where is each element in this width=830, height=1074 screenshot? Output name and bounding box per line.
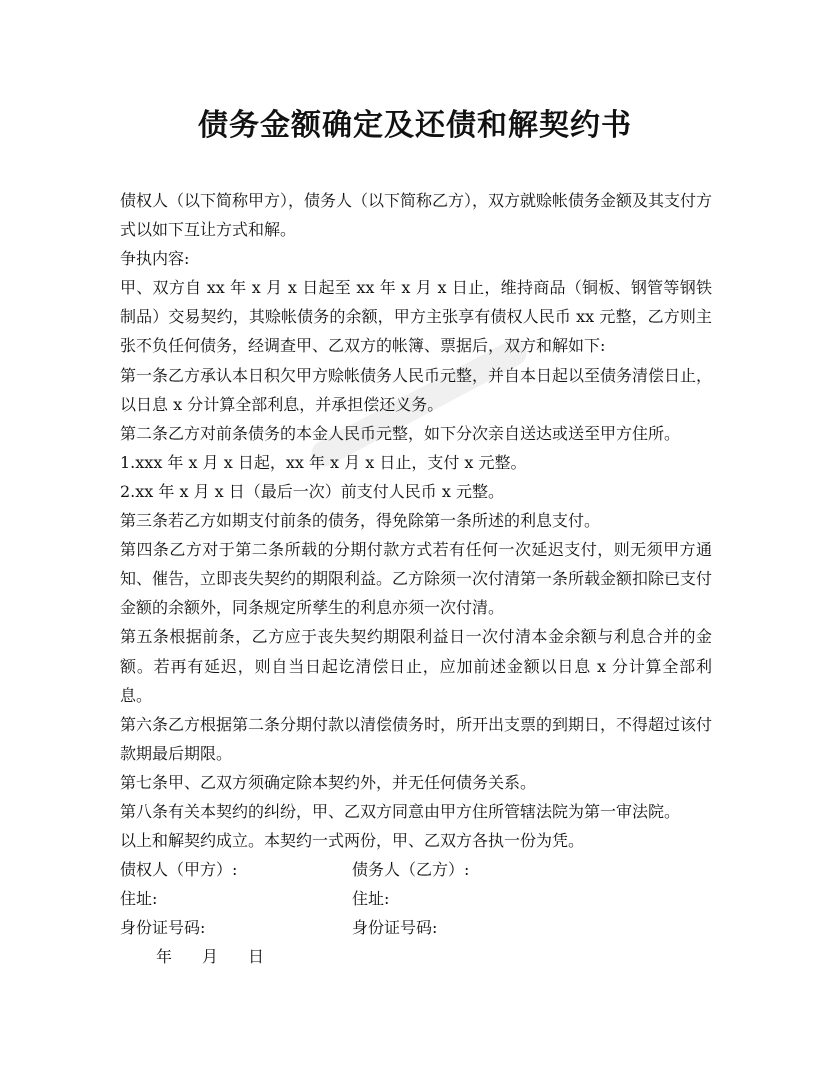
paragraph-intro: 债权人（以下简称甲方），债务人（以下简称乙方），双方就赊帐债务金额及其支付方式以如下互让方式和解。 [120, 191, 713, 240]
signature-row-id [120, 913, 712, 942]
signature-date [120, 942, 712, 971]
date-month: 月 [202, 947, 219, 967]
paragraph-dispute-heading: 争执内容: [120, 249, 190, 269]
clause-1: 第一条乙方承认本日积欠甲方赊帐债务人民币元整，并自本日起以至债务清偿日止，以日息 x 分计算全部利息，并承担偿还义务。 [120, 365, 713, 414]
debtor-address-label: 住址: [352, 889, 390, 909]
debtor-label: 债务人（乙方）: [352, 860, 470, 879]
clause-7: 第七条甲、乙双方须确定除本契约外，并无任何债务关系。 [120, 772, 537, 792]
document-body [120, 186, 712, 855]
clause-3: 第三条若乙方如期支付前条的债务，得免除第一条所述的利息支付。 [120, 511, 601, 531]
clause-8: 第八条有关本契约的纠纷，甲、乙双方同意由甲方住所管辖法院为第一审法院。 [120, 801, 681, 821]
date-gap-1 [172, 942, 202, 971]
clause-6: 第六条乙方根据第二条分期付款以清偿债务时，所开出支票的到期日，不得超过该付款期最后期限。 [120, 714, 713, 763]
clause-2: 第二条乙方对前条债务的本金人民币元整，如下分次亲自送达或送至甲方住所。 [120, 423, 681, 443]
date-gap-2 [218, 942, 248, 971]
creditor-id-label: 身份证号码: [120, 918, 206, 938]
clause-2-item-1: 1.xxx 年 x 月 x 日起，xx 年 x 月 x 日止，支付 x 元整。 [120, 452, 527, 472]
creditor-address-label: 住址: [120, 889, 158, 909]
signature-row-party [120, 855, 712, 884]
clause-5: 第五条根据前条，乙方应于丧失契约期限利益日一次付清本金余额与利息合并的金额。若再有延迟，则自当日起讫清偿日止，应加前述金额以日息 x 分计算全部利息。 [120, 627, 712, 705]
creditor-label: 债权人（甲方）: [120, 860, 238, 879]
paragraph-dispute-content: 甲、双方自 xx 年 x 月 x 日起至 xx 年 x 月 x 日止，维持商品（铜板、钢管等钢铁制品）交易契约，其赊帐债务的余额，甲方主张享有债权人民币 xx 元整，乙方则主张不负任何债务，经调查甲、乙双方的帐簿、票据后，双方和解如下: [120, 278, 712, 356]
paragraph-conclusion: 以上和解契约成立。本契约一式两份，甲、乙双方各执一份为凭。 [120, 831, 585, 851]
date-year: 年 [156, 947, 173, 967]
clause-2-item-2: 2.xx 年 x 月 x 日（最后一次）前支付人民币 x 元整。 [120, 481, 504, 501]
date-day: 日 [248, 947, 265, 967]
signature-row-address [120, 884, 712, 913]
document-title: 债务金额确定及还债和解契约书 [198, 108, 632, 143]
signature-block [120, 855, 712, 971]
debtor-id-label: 身份证号码: [352, 918, 438, 938]
clause-4: 第四条乙方对于第二条所载的分期付款方式若有任何一次延迟支付，则无须甲方通知、催告，立即丧失契约的期限利益。乙方除须一次付清第一条所载金额扣除已支付金额的余额外，同条规定所孳生的利息亦须一次付清。 [120, 540, 713, 618]
